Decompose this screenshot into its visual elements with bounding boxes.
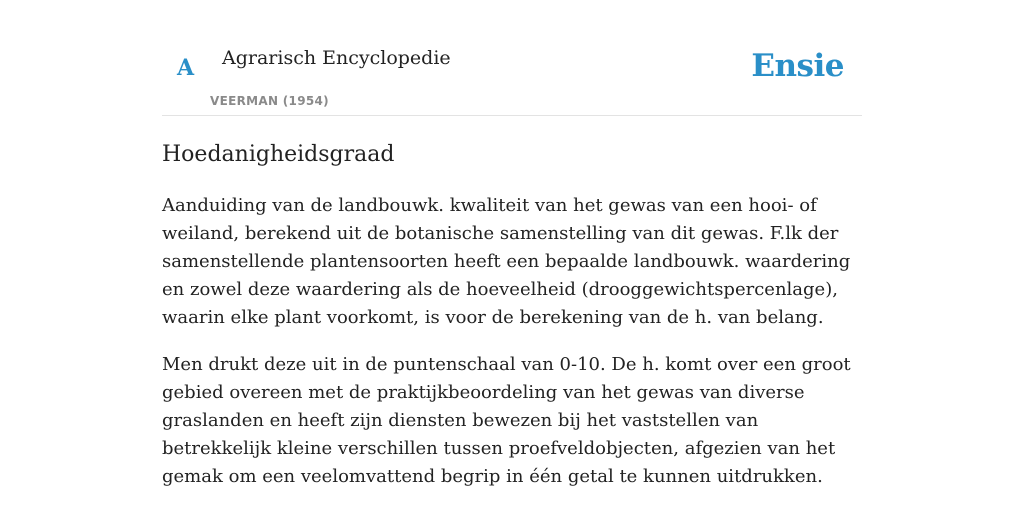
source-title-link[interactable]: Agrarisch Encyclopedie <box>222 47 451 69</box>
page-header <box>162 0 862 116</box>
article-paragraph-1: Aanduiding van de landbouwk. kwaliteit van het gewas van een hooi- of weiland, berekend uit de botanische samenstelling van dit gewas. F.lk der samenstellende plantensoorten heeft een bepaalde landbouwk. waardering en zowel deze waardering als de hoeveelheid (drooggewichtspercenlage), waarin elke plant voorkomt, is voor de berekening van de h. van belang. <box>162 195 851 328</box>
source-letter-icon[interactable]: A <box>177 55 195 81</box>
article-paragraph-2: Men drukt deze uit in de puntenschaal van 0-10. De h. komt over een groot gebied overeen met de praktijkbeoordeling van het gewas van diverse graslanden en heeft zijn diensten bewezen bij het vaststellen van betrekkelijk kleine verschillen tussen proefveldobjecten, afgezien van het gemak om een veelomvattend begrip in één getal te kunnen uitdrukken. <box>162 354 851 487</box>
article-title: Hoedanigheidsgraad <box>162 142 395 167</box>
source-author: VEERMAN (1954) <box>210 94 329 108</box>
article-body <box>162 140 862 491</box>
ensie-logo-link[interactable]: Ensie <box>751 48 844 84</box>
